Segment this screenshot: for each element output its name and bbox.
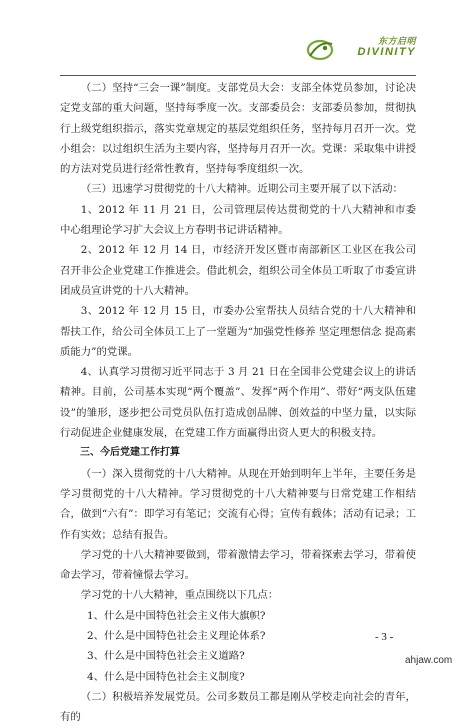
paragraph: 学习党的十八大精神，重点围绕以下几点： xyxy=(80,589,279,602)
paragraph: 3、什么是中国特色社会主义道路? xyxy=(87,650,245,663)
page-number: - 3 - xyxy=(375,631,394,643)
paragraph: （二）坚持“三会一课”制度。支部党员大会：支部全体党员参加，讨论决定党支部的重大问题，坚持每季度一次。支部委员会：支部委员参加，贯彻执行上级党组织指示，落实党章规定的基层党组织任务，坚持每月召开一次。党小组会：以过组织生活为主要内容，坚持每月召开一次。党课：采取集中讲授的方法对党员进行经常性教育，坚持每季度组织一次。 xyxy=(60,82,416,176)
paragraph: 1、什么是中国特色社会主义伟大旗帜? xyxy=(87,609,266,622)
section-heading: 三、今后党建工作打算 xyxy=(80,447,180,459)
site-watermark: ahjaw.com xyxy=(405,655,453,666)
paragraph: 3、2012 年 12 月 15 日，市委办公室帮扶人员结合党的十八大精神和帮扶工作，给公司全体员工上了一堂题为“加强党性修养 坚定理想信念 提高素质能力”的党课。 xyxy=(60,305,416,358)
document-body xyxy=(60,78,416,728)
paragraph: （一）深入贯彻党的十八大精神。从现在开始到明年上半年，主要任务是学习贯彻党的十八大精神。学习贯彻党的十八大精神要与日常党建工作相结合，做到“六有”：即学习有笔记；交流有心得；宣传有载体；活动有记录；工作有实效；总结有报告。 xyxy=(60,467,416,541)
paragraph: （三）迅速学习贯彻党的十八大精神。近期公司主要开展了以下活动： xyxy=(80,183,403,196)
company-logo xyxy=(306,34,416,66)
logo-english-name: DIVINITY xyxy=(357,46,416,58)
paragraph: 4、认真学习贯彻习近平同志于 3 月 21 日在全国非公党建会议上的讲话精神。目前，公司基本实现“两个覆盖”、发挥“两个作用”、带好“两支队伍建设”的雏形，逐步把公司党员队伍打造成创品牌、创效益的中坚力量，以实际行动促进企业健康发展，在党建工作方面赢得出资人更大的积极支持。 xyxy=(60,366,416,440)
paragraph: 4、什么是中国特色社会主义制度? xyxy=(87,670,245,683)
logo-swoosh-icon xyxy=(306,36,334,62)
paragraph: 1、2012 年 11 月 21 日，公司管理层传达贯彻党的十八大精神和市委中心组理论学习扩大会议上方春明书记讲话精神。 xyxy=(60,203,416,237)
header-divider xyxy=(60,75,416,76)
page-header xyxy=(60,0,416,75)
paragraph: 2、2012 年 12 月 14 日，市经济开发区暨市南部新区工业区在我公司召开非公企业党建工作推进会。借此机会，组织公司全体员工听取了市委宣讲团成员宣讲党的十八大精神。 xyxy=(60,244,416,297)
paragraph: 学习党的十八大精神要做到，带着激情去学习，带着探索去学习，带着使命去学习，带着憧憬去学习。 xyxy=(60,548,416,582)
paragraph: （二）积极培养发展党员。公司多数员工都是刚从学校走向社会的青年，有的 xyxy=(60,690,416,724)
paragraph: 2、什么是中国特色社会主义理论体系? xyxy=(87,630,266,643)
logo-chinese-name: 东方启明 xyxy=(377,36,416,46)
